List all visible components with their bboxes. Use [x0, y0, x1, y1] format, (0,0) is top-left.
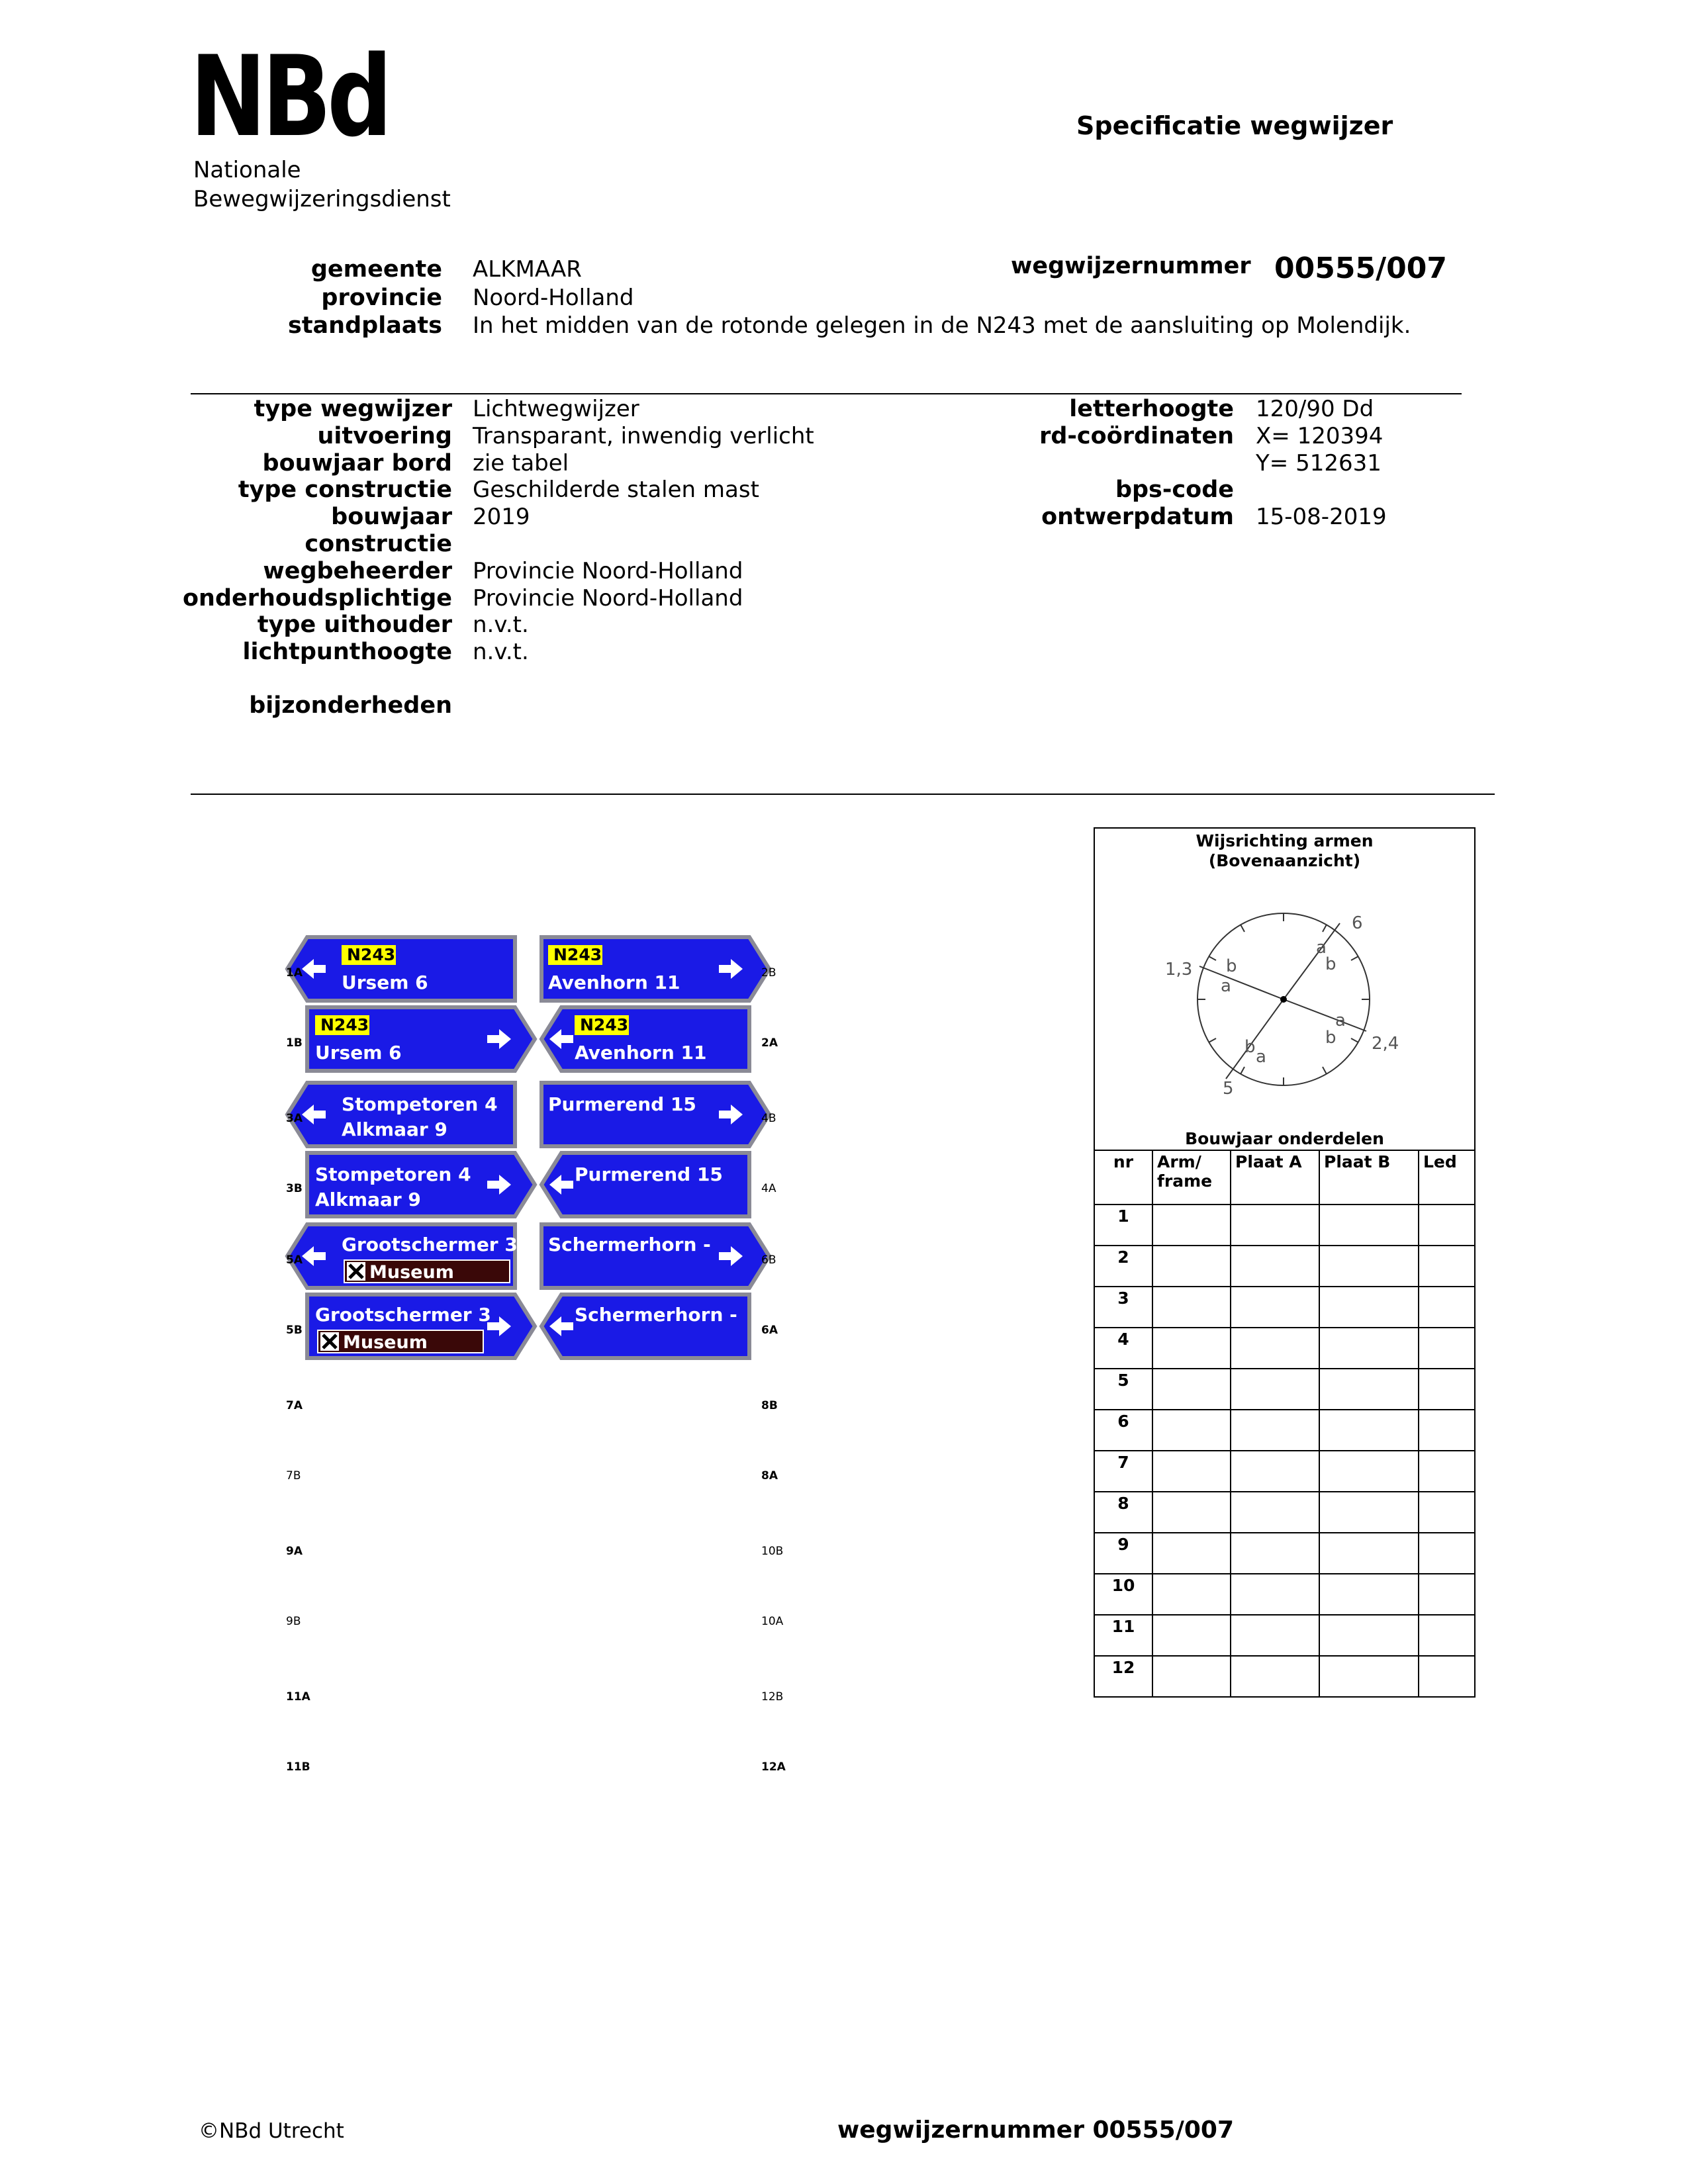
lichtpunthoogte-value: n.v.t.: [473, 639, 529, 665]
sign-4a-text: Purmerend 15: [575, 1163, 723, 1185]
page-title: Specificatie wegwijzer: [1076, 111, 1393, 140]
table-row: 4: [1094, 1328, 1475, 1369]
sign-label-1b: 1B: [286, 1036, 303, 1050]
bouwjaar-constructie-label-1: bouwjaar: [331, 504, 452, 530]
sign-label-12b: 12B: [761, 1690, 784, 1704]
route-badge: N243: [347, 945, 396, 964]
sign-4b: [541, 1083, 769, 1146]
bouwjaar-bord-value: zie tabel: [473, 450, 569, 477]
sign-label-6b: 6B: [761, 1253, 776, 1267]
onderhoudsplichtige-label: onderhoudsplichtige: [182, 585, 452, 612]
table-row: 10: [1094, 1574, 1475, 1615]
sign-label-2b: 2B: [761, 966, 776, 979]
table-row: 9: [1094, 1533, 1475, 1574]
sign-3a-line2: Alkmaar 9: [342, 1118, 447, 1140]
header-nr: nr: [1094, 1150, 1152, 1205]
table-row: 3: [1094, 1287, 1475, 1328]
compass-title-1: Wijsrichting armen: [1196, 831, 1374, 850]
logo-line-2: Bewegwijzeringsdienst: [193, 186, 451, 212]
table-header-row: [1094, 1150, 1475, 1205]
compass-diagram: [1094, 887, 1476, 1112]
sign-4b-text: Purmerend 15: [548, 1093, 696, 1115]
sign-label-7a: 7A: [286, 1399, 303, 1412]
compass-a: a: [1316, 938, 1327, 958]
compass-title-2: (Bovenaanzicht): [1208, 851, 1361, 870]
compass-a: b: [1226, 956, 1237, 976]
wegwijzernummer-label: wegwijzernummer: [1011, 253, 1251, 279]
compass-a: a: [1221, 976, 1231, 996]
sign-2b-text: Avenhorn 11: [548, 972, 680, 993]
sign-6a-text: Schermerhorn -: [575, 1304, 737, 1326]
bouwjaar-bord-label: bouwjaar bord: [262, 450, 452, 477]
sign-3a-line1: Stompetoren 4: [342, 1093, 498, 1115]
standplaats-label: standplaats: [287, 312, 442, 339]
table-row: 11: [1094, 1615, 1475, 1656]
sign-6b-text: Schermerhorn -: [548, 1234, 711, 1255]
compass-b: b: [1244, 1037, 1256, 1057]
table-row: 6: [1094, 1410, 1475, 1451]
compass-b: b: [1325, 954, 1336, 974]
sign-label-5b: 5B: [286, 1324, 303, 1337]
wegbeheerder-value: Provincie Noord-Holland: [473, 558, 743, 584]
divider-top: [191, 393, 1462, 394]
type-constructie-label: type constructie: [238, 477, 452, 503]
sign-5a: [287, 1224, 518, 1288]
table-row: 5: [1094, 1369, 1475, 1410]
compass-a: a: [1335, 1011, 1346, 1030]
gemeente-label: gemeente: [310, 256, 442, 283]
sign-3a: [287, 1083, 515, 1146]
sign-6b: [541, 1224, 769, 1288]
header-arm-frame: Arm/ frame: [1152, 1150, 1231, 1205]
sign-5b-text: Grootschermer 3: [315, 1304, 491, 1326]
compass-label-6: 6: [1352, 913, 1363, 933]
rd-y-value: Y= 512631: [1256, 450, 1382, 477]
provincie-label: provincie: [321, 285, 442, 311]
rd-x-value: X= 120394: [1256, 423, 1383, 449]
type-uithouder-label: type uithouder: [257, 612, 452, 638]
museum-text: Museum: [343, 1332, 428, 1353]
sign-label-10b: 10B: [761, 1545, 784, 1558]
ontwerpdatum-value: 15-08-2019: [1256, 504, 1387, 530]
sign-label-8a: 8A: [761, 1469, 778, 1482]
sign-label-3a: 3A: [286, 1112, 303, 1125]
sign-label-8b: 8B: [761, 1399, 778, 1412]
sign-label-2a: 2A: [761, 1036, 778, 1050]
sign-label-3b: 3B: [286, 1182, 303, 1195]
compass-a: a: [1256, 1047, 1266, 1067]
ontwerpdatum-label: ontwerpdatum: [1041, 504, 1234, 530]
sign-label-10a: 10A: [761, 1615, 784, 1628]
compass-label-13: 1,3: [1165, 960, 1193, 979]
sign-label-6a: 6A: [761, 1324, 778, 1337]
sign-6a: [541, 1295, 749, 1358]
sign-label-12a: 12A: [761, 1760, 786, 1774]
sign-label-11b: 11B: [286, 1760, 310, 1774]
type-wegwijzer-value: Lichtwegwijzer: [473, 396, 639, 422]
wegwijzernummer-value: 00555/007: [1274, 251, 1447, 285]
sign-label-5a: 5A: [286, 1253, 303, 1267]
sign-label-4a: 4A: [761, 1182, 776, 1195]
sign-label-7b: 7B: [286, 1469, 301, 1482]
letterhoogte-value: 120/90 Dd: [1256, 396, 1374, 422]
sign-1b-text: Ursem 6: [315, 1042, 402, 1064]
bps-code-label: bps-code: [1115, 477, 1234, 503]
gemeente-value: ALKMAAR: [473, 256, 582, 283]
divider-bottom: [191, 794, 1495, 795]
footer-copyright: ©NBd Utrecht: [199, 2119, 344, 2143]
uitvoering-value: Transparant, inwendig verlicht: [473, 423, 814, 449]
rd-coordinaten-label: rd-coördinaten: [1039, 423, 1234, 449]
type-constructie-value: Geschilderde stalen mast: [473, 477, 759, 503]
museum-text: Museum: [369, 1262, 454, 1283]
sign-label-1a: 1A: [286, 966, 303, 979]
signs-panel: [278, 927, 808, 1787]
table-row: 2: [1094, 1246, 1475, 1287]
sign-2a-text: Avenhorn 11: [575, 1042, 707, 1064]
sign-3b: [307, 1153, 535, 1216]
table-row: 7: [1094, 1451, 1475, 1492]
route-badge: N243: [320, 1015, 369, 1034]
bouwjaar-table: [1094, 1150, 1476, 1698]
header-led: Led: [1419, 1150, 1475, 1205]
sign-label-9b: 9B: [286, 1615, 301, 1628]
sign-2b: [541, 937, 769, 1001]
uitvoering-label: uitvoering: [317, 423, 452, 449]
type-uithouder-value: n.v.t.: [473, 612, 529, 638]
sign-5b: [307, 1295, 535, 1358]
header-plaat-b: Plaat B: [1319, 1150, 1419, 1205]
lichtpunthoogte-label: lichtpunthoogte: [242, 639, 452, 665]
bouwjaar-constructie-label-2: constructie: [305, 531, 452, 557]
type-wegwijzer-label: type wegwijzer: [254, 396, 452, 422]
compass-label-24: 2,4: [1372, 1034, 1399, 1054]
wegbeheerder-label: wegbeheerder: [263, 558, 452, 584]
sign-2a: [541, 1007, 749, 1071]
onderhoudsplichtige-value: Provincie Noord-Holland: [473, 585, 743, 612]
compass-title: [1094, 831, 1476, 871]
nbd-logo: NBd: [190, 32, 389, 161]
compass-b: b: [1325, 1028, 1336, 1048]
logo-line-1: Nationale: [193, 157, 301, 183]
sign-1a: [287, 937, 515, 1001]
standplaats-value: In het midden van de rotonde gelegen in de N243 met de aansluiting op Molendijk.: [473, 312, 1411, 339]
compass-label-5: 5: [1223, 1079, 1234, 1099]
route-badge: N243: [553, 945, 602, 964]
sign-label-4b: 4B: [761, 1112, 776, 1125]
sign-1a-text: Ursem 6: [342, 972, 428, 993]
sign-5a-text: Grootschermer 3: [342, 1234, 518, 1255]
bouwjaar-constructie-value: 2019: [473, 504, 530, 530]
sign-label-9a: 9A: [286, 1545, 303, 1558]
letterhoogte-label: letterhoogte: [1069, 396, 1234, 422]
footer-wegwijzernummer: wegwijzernummer 00555/007: [837, 2116, 1235, 2144]
sign-label-11a: 11A: [286, 1690, 310, 1704]
table-row: 8: [1094, 1492, 1475, 1533]
sign-3b-line1: Stompetoren 4: [315, 1163, 471, 1185]
header-plaat-a: Plaat A: [1231, 1150, 1319, 1205]
table-row: 12: [1094, 1656, 1475, 1697]
bijzonderheden-label: bijzonderheden: [249, 692, 452, 719]
table-row: 1: [1094, 1205, 1475, 1246]
sign-4a: [541, 1153, 749, 1216]
sign-1b: [307, 1007, 535, 1071]
sign-3b-line2: Alkmaar 9: [315, 1189, 421, 1210]
route-badge: N243: [580, 1015, 629, 1034]
provincie-value: Noord-Holland: [473, 285, 634, 311]
bouwjaar-title: Bouwjaar onderdelen: [1185, 1129, 1384, 1148]
